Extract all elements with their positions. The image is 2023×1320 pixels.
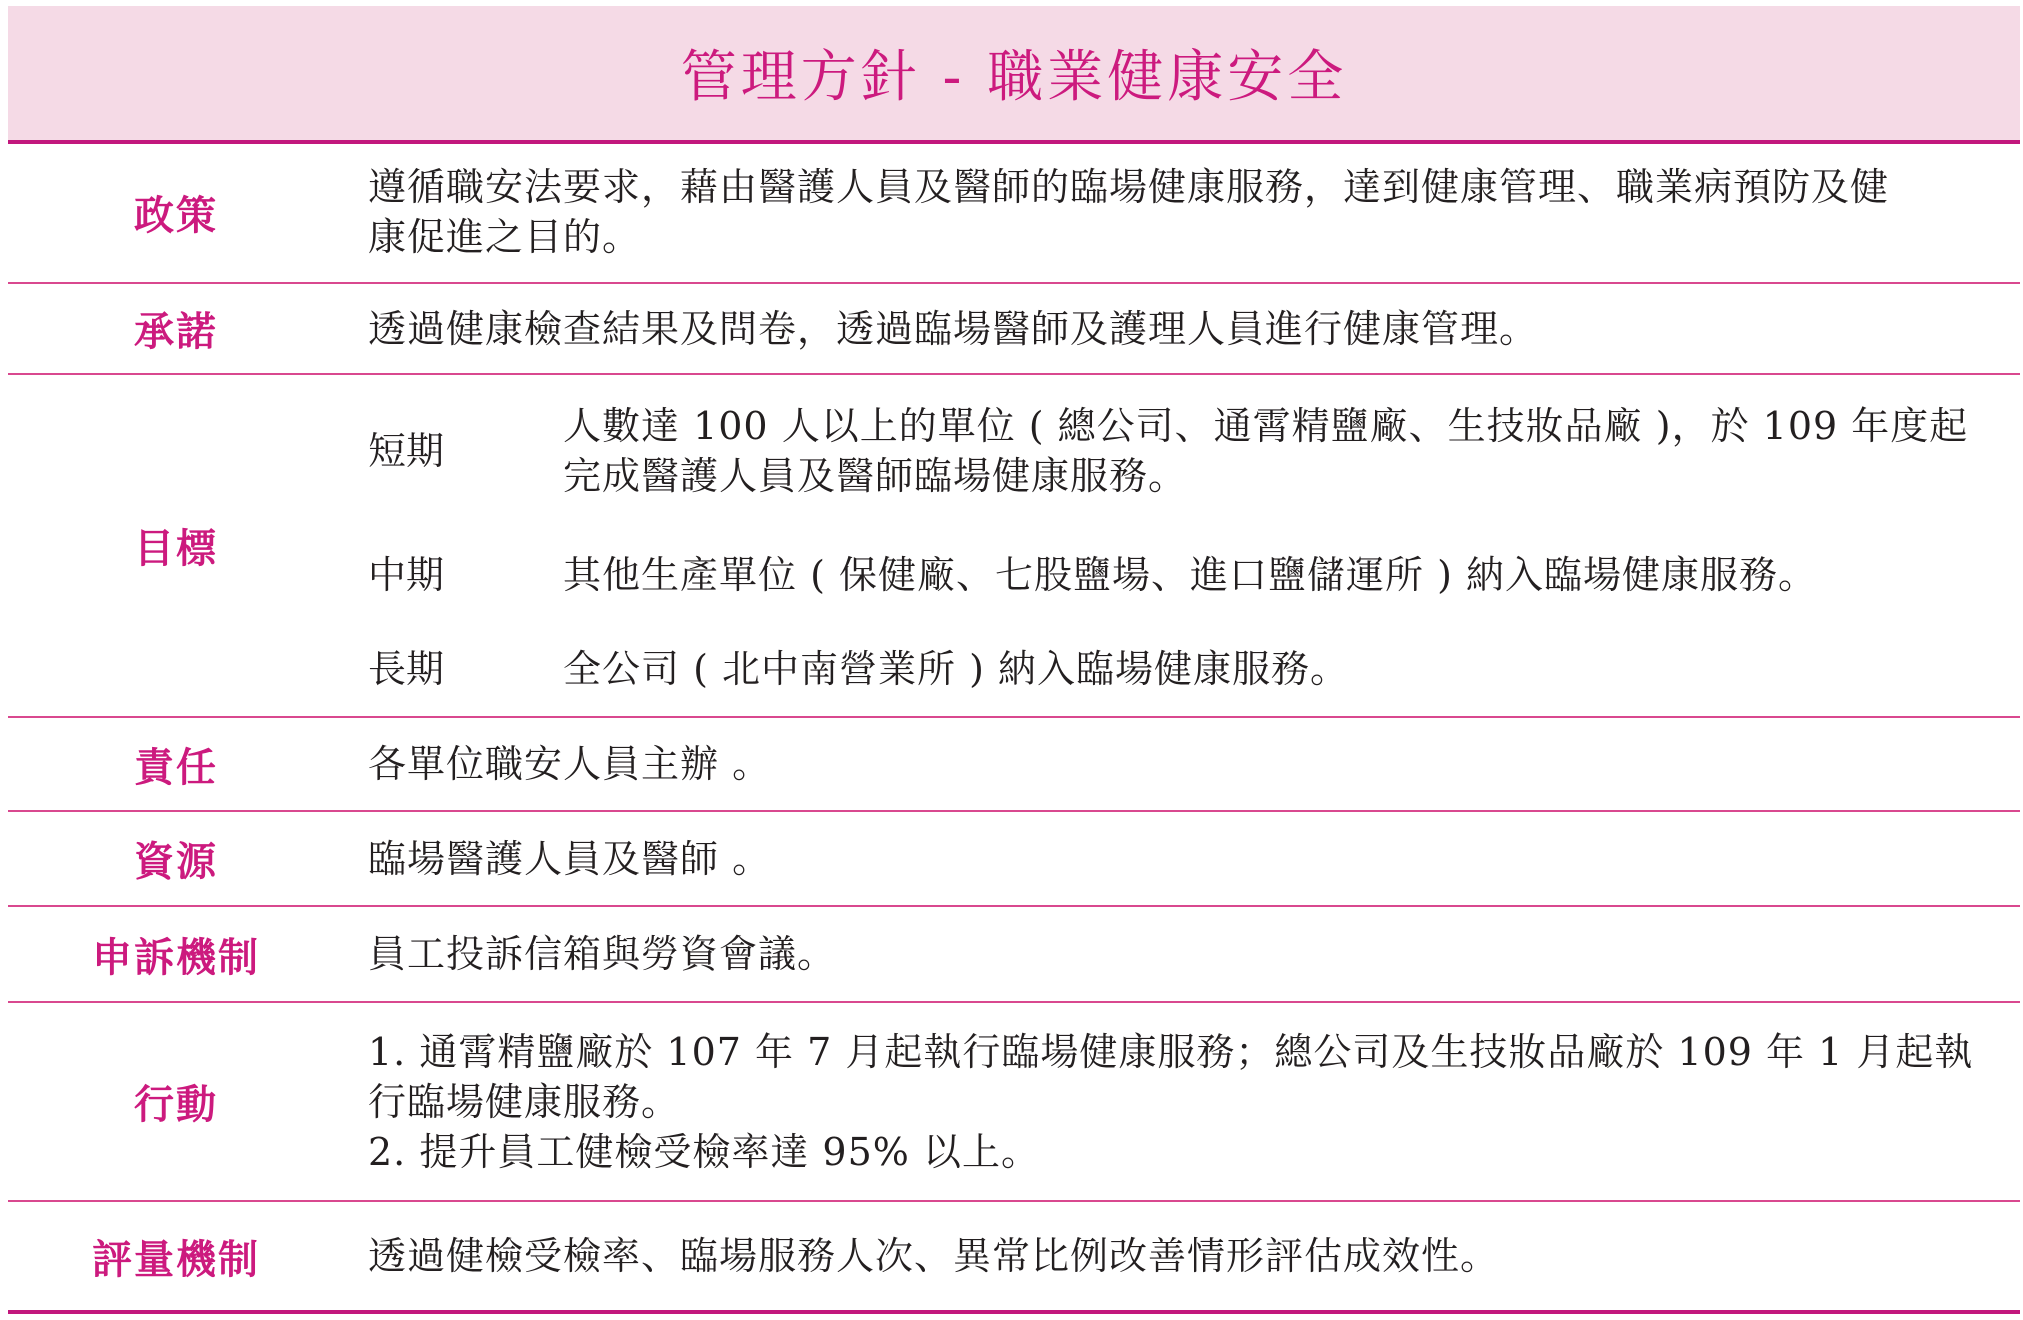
row-responsibility	[8, 718, 2020, 812]
row-label-responsibility: 責任	[134, 743, 218, 791]
row-actions	[8, 1003, 2020, 1202]
row-label-resources: 資源	[134, 838, 218, 885]
row-label-commitment: 承諾	[134, 308, 218, 355]
goal-term-short: 短期	[368, 429, 445, 473]
row-content-policy	[368, 142, 2000, 282]
goal-short	[368, 401, 2000, 501]
grievance-line-1: 員工投訴信箱與勞資會議。	[368, 932, 837, 976]
row-label-goals: 目標	[134, 525, 218, 572]
goal-text-mid	[563, 550, 2000, 600]
responsibility-line-1: 各單位職安人員主辦 。	[368, 742, 772, 786]
title-bar	[8, 6, 2020, 144]
actions-line-1: 1. 通霄精鹽廠於 107 年 7 月起執行臨場健康服務；總公司及生技妝品廠於 109 年 1 月起執	[368, 1029, 1974, 1074]
actions-line-2: 行臨場健康服務。	[368, 1079, 681, 1124]
row-resources	[8, 812, 2020, 907]
actions-line-3: 2. 提升員工健檢受檢率達 95% 以上。	[368, 1129, 1040, 1174]
row-label-evaluation: 評量機制	[92, 1235, 260, 1283]
row-grievance	[8, 907, 2020, 1003]
goal-text-long	[563, 644, 2000, 694]
row-content-commitment	[368, 284, 2000, 373]
goal-text-short	[563, 401, 2000, 501]
policy-line-2: 康促進之目的。	[368, 215, 642, 259]
goal-term-mid: 中期	[368, 553, 445, 597]
goal-short-line-1: 人數達 100 人以上的單位 ( 總公司、通霄精鹽廠、生技妝品廠 )，於 109 年度起	[563, 404, 1969, 448]
page-title: 管理方針 - 職業健康安全	[680, 45, 1348, 110]
row-content-responsibility	[368, 718, 2000, 810]
row-evaluation	[8, 1202, 2020, 1314]
row-goals	[8, 375, 2020, 718]
row-label-grievance: 申訴機制	[92, 933, 260, 981]
goal-long-line-1: 全公司 ( 北中南營業所 ) 納入臨場健康服務。	[563, 647, 1349, 691]
evaluation-line-1: 透過健檢受檢率、臨場服務人次、異常比例改善情形評估成效性。	[368, 1234, 1500, 1278]
row-content-resources	[368, 812, 2000, 905]
policy-line-1: 遵循職安法要求，藉由醫護人員及醫師的臨場健康服務，達到健康管理、職業病預防及健	[368, 165, 1890, 209]
row-content-evaluation	[368, 1202, 2000, 1310]
row-policy	[8, 142, 2020, 284]
row-content-grievance	[368, 907, 2000, 1001]
resources-line-1: 臨場醫護人員及醫師 。	[368, 836, 772, 881]
row-content-actions	[368, 1003, 2000, 1200]
goal-long	[368, 644, 2000, 694]
goal-short-line-2: 完成醫護人員及醫師臨場健康服務。	[563, 454, 1188, 498]
row-label-actions: 行動	[134, 1081, 218, 1128]
row-commitment	[8, 284, 2020, 375]
row-label-policy: 政策	[134, 191, 218, 239]
goal-mid-line-1: 其他生產單位 ( 保健廠、七股鹽場、進口鹽儲運所 ) 納入臨場健康服務。	[563, 553, 1817, 597]
commitment-line-1: 透過健康檢查結果及問卷，透過臨場醫師及護理人員進行健康管理。	[368, 306, 1539, 351]
goal-mid	[368, 550, 2000, 600]
goal-term-long: 長期	[368, 647, 445, 691]
